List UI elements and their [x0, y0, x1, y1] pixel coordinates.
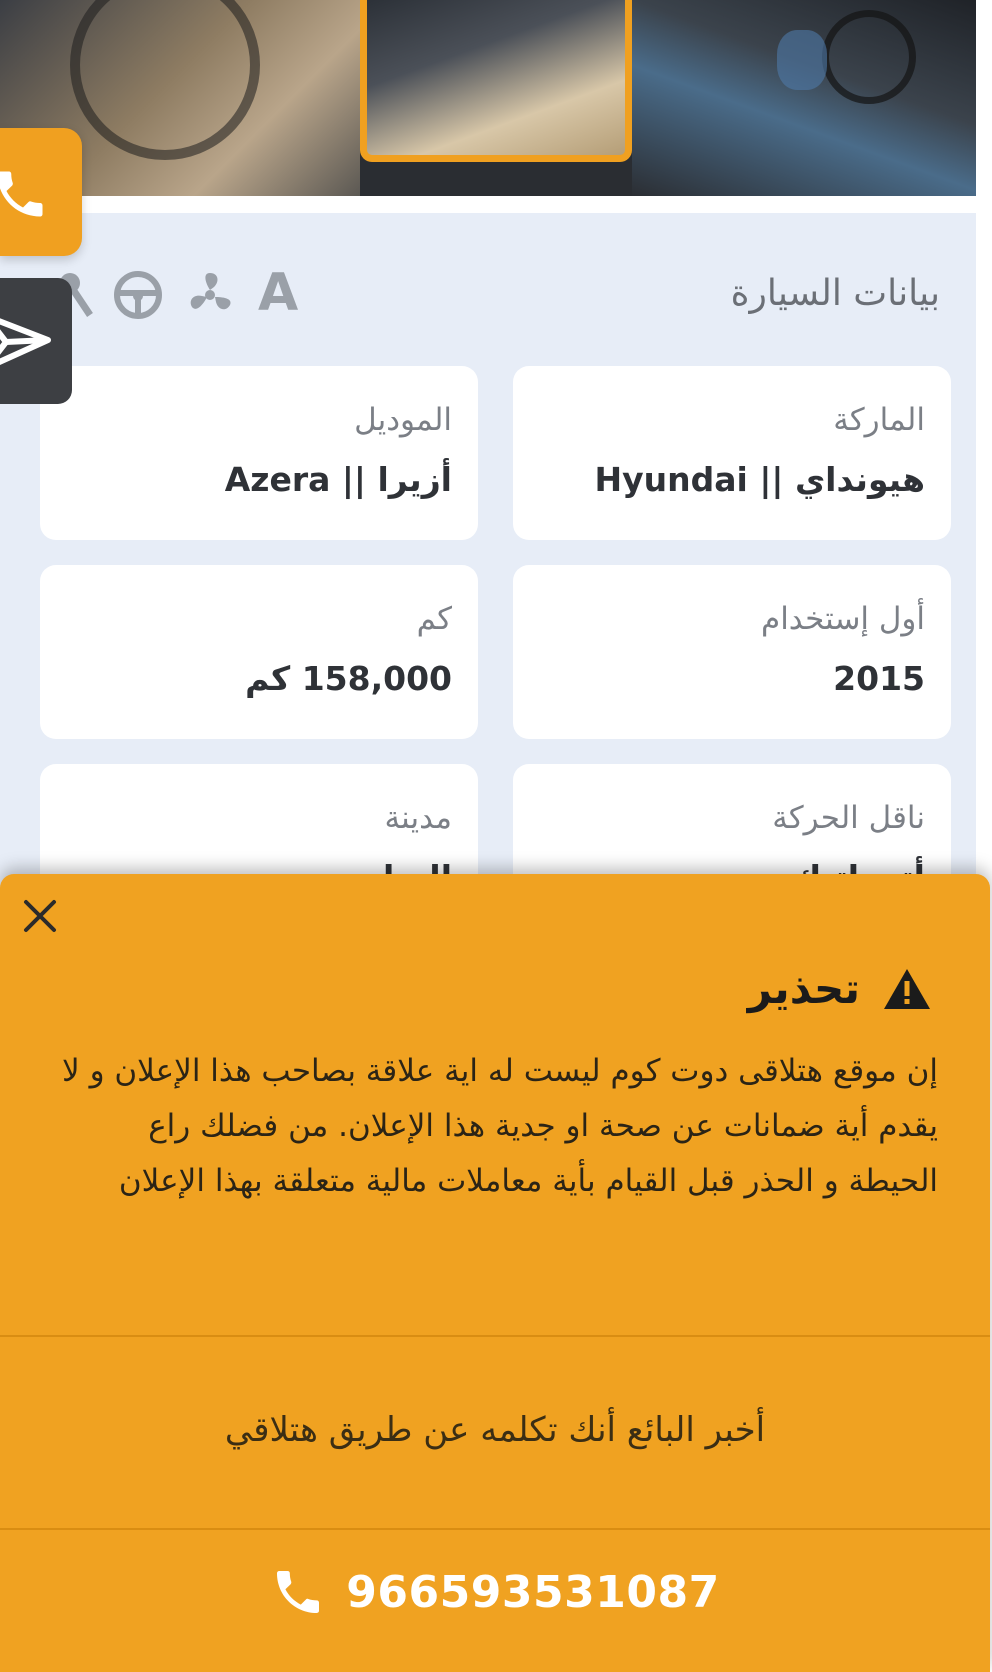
image-gallery[interactable] [0, 0, 992, 196]
air-conditioning-icon [184, 269, 236, 325]
warning-message: إن موقع هتلاقى دوت كوم ليست له اية علاقة بصاحب هذا الإعلان و لا يقدم أية ضمانات عن صحة او جدية هذا الإعلان. من فضلك راع الحيطة و الحذر قبل القيام بأية معاملات مالية متعلقة بهذا الإعلان [62, 1053, 938, 1199]
phone-icon [270, 1564, 326, 1620]
detail-label: أول إستخدام [761, 601, 925, 637]
detail-card-mileage [40, 565, 478, 739]
detail-label: مدينة [384, 800, 452, 836]
floating-call-button[interactable] [0, 128, 82, 256]
detail-card-first-use [513, 565, 951, 739]
detail-value: 2015 [833, 659, 925, 698]
gallery-image-selected[interactable] [360, 0, 632, 162]
call-seller-button[interactable] [0, 1564, 990, 1620]
divider [0, 1335, 990, 1337]
tell-seller-note: أخبر البائع أنك تكلمه عن طريق هتلاقي [224, 1410, 766, 1450]
close-button[interactable] [16, 892, 64, 940]
detail-value: 158,000 كم [245, 659, 452, 698]
car-details-panel [0, 213, 976, 913]
detail-card-brand [513, 366, 951, 540]
close-icon [22, 898, 58, 934]
warning-sheet [0, 874, 990, 1672]
automatic-transmission-icon: A [258, 263, 299, 323]
detail-label: ناقل الحركة [772, 800, 925, 836]
detail-value: هيونداي || Hyundai [594, 460, 925, 499]
gallery-image[interactable] [632, 0, 992, 196]
section-title: بيانات السيارة [730, 273, 940, 314]
detail-label: كم [416, 601, 452, 637]
seller-phone-number: 966593531087 [346, 1566, 720, 1618]
detail-label: الماركة [833, 402, 925, 438]
warning-title: تحذير [747, 964, 860, 1013]
detail-value: أزيرا || Azera [224, 460, 452, 499]
steering-wheel-icon [112, 269, 164, 325]
warning-icon [882, 967, 932, 1011]
floating-share-button[interactable] [0, 278, 72, 404]
detail-card-model [40, 366, 478, 540]
detail-label: الموديل [354, 402, 452, 438]
warning-header [748, 964, 932, 1013]
phone-icon [0, 164, 50, 224]
divider [0, 1528, 990, 1530]
share-icon [0, 310, 52, 374]
